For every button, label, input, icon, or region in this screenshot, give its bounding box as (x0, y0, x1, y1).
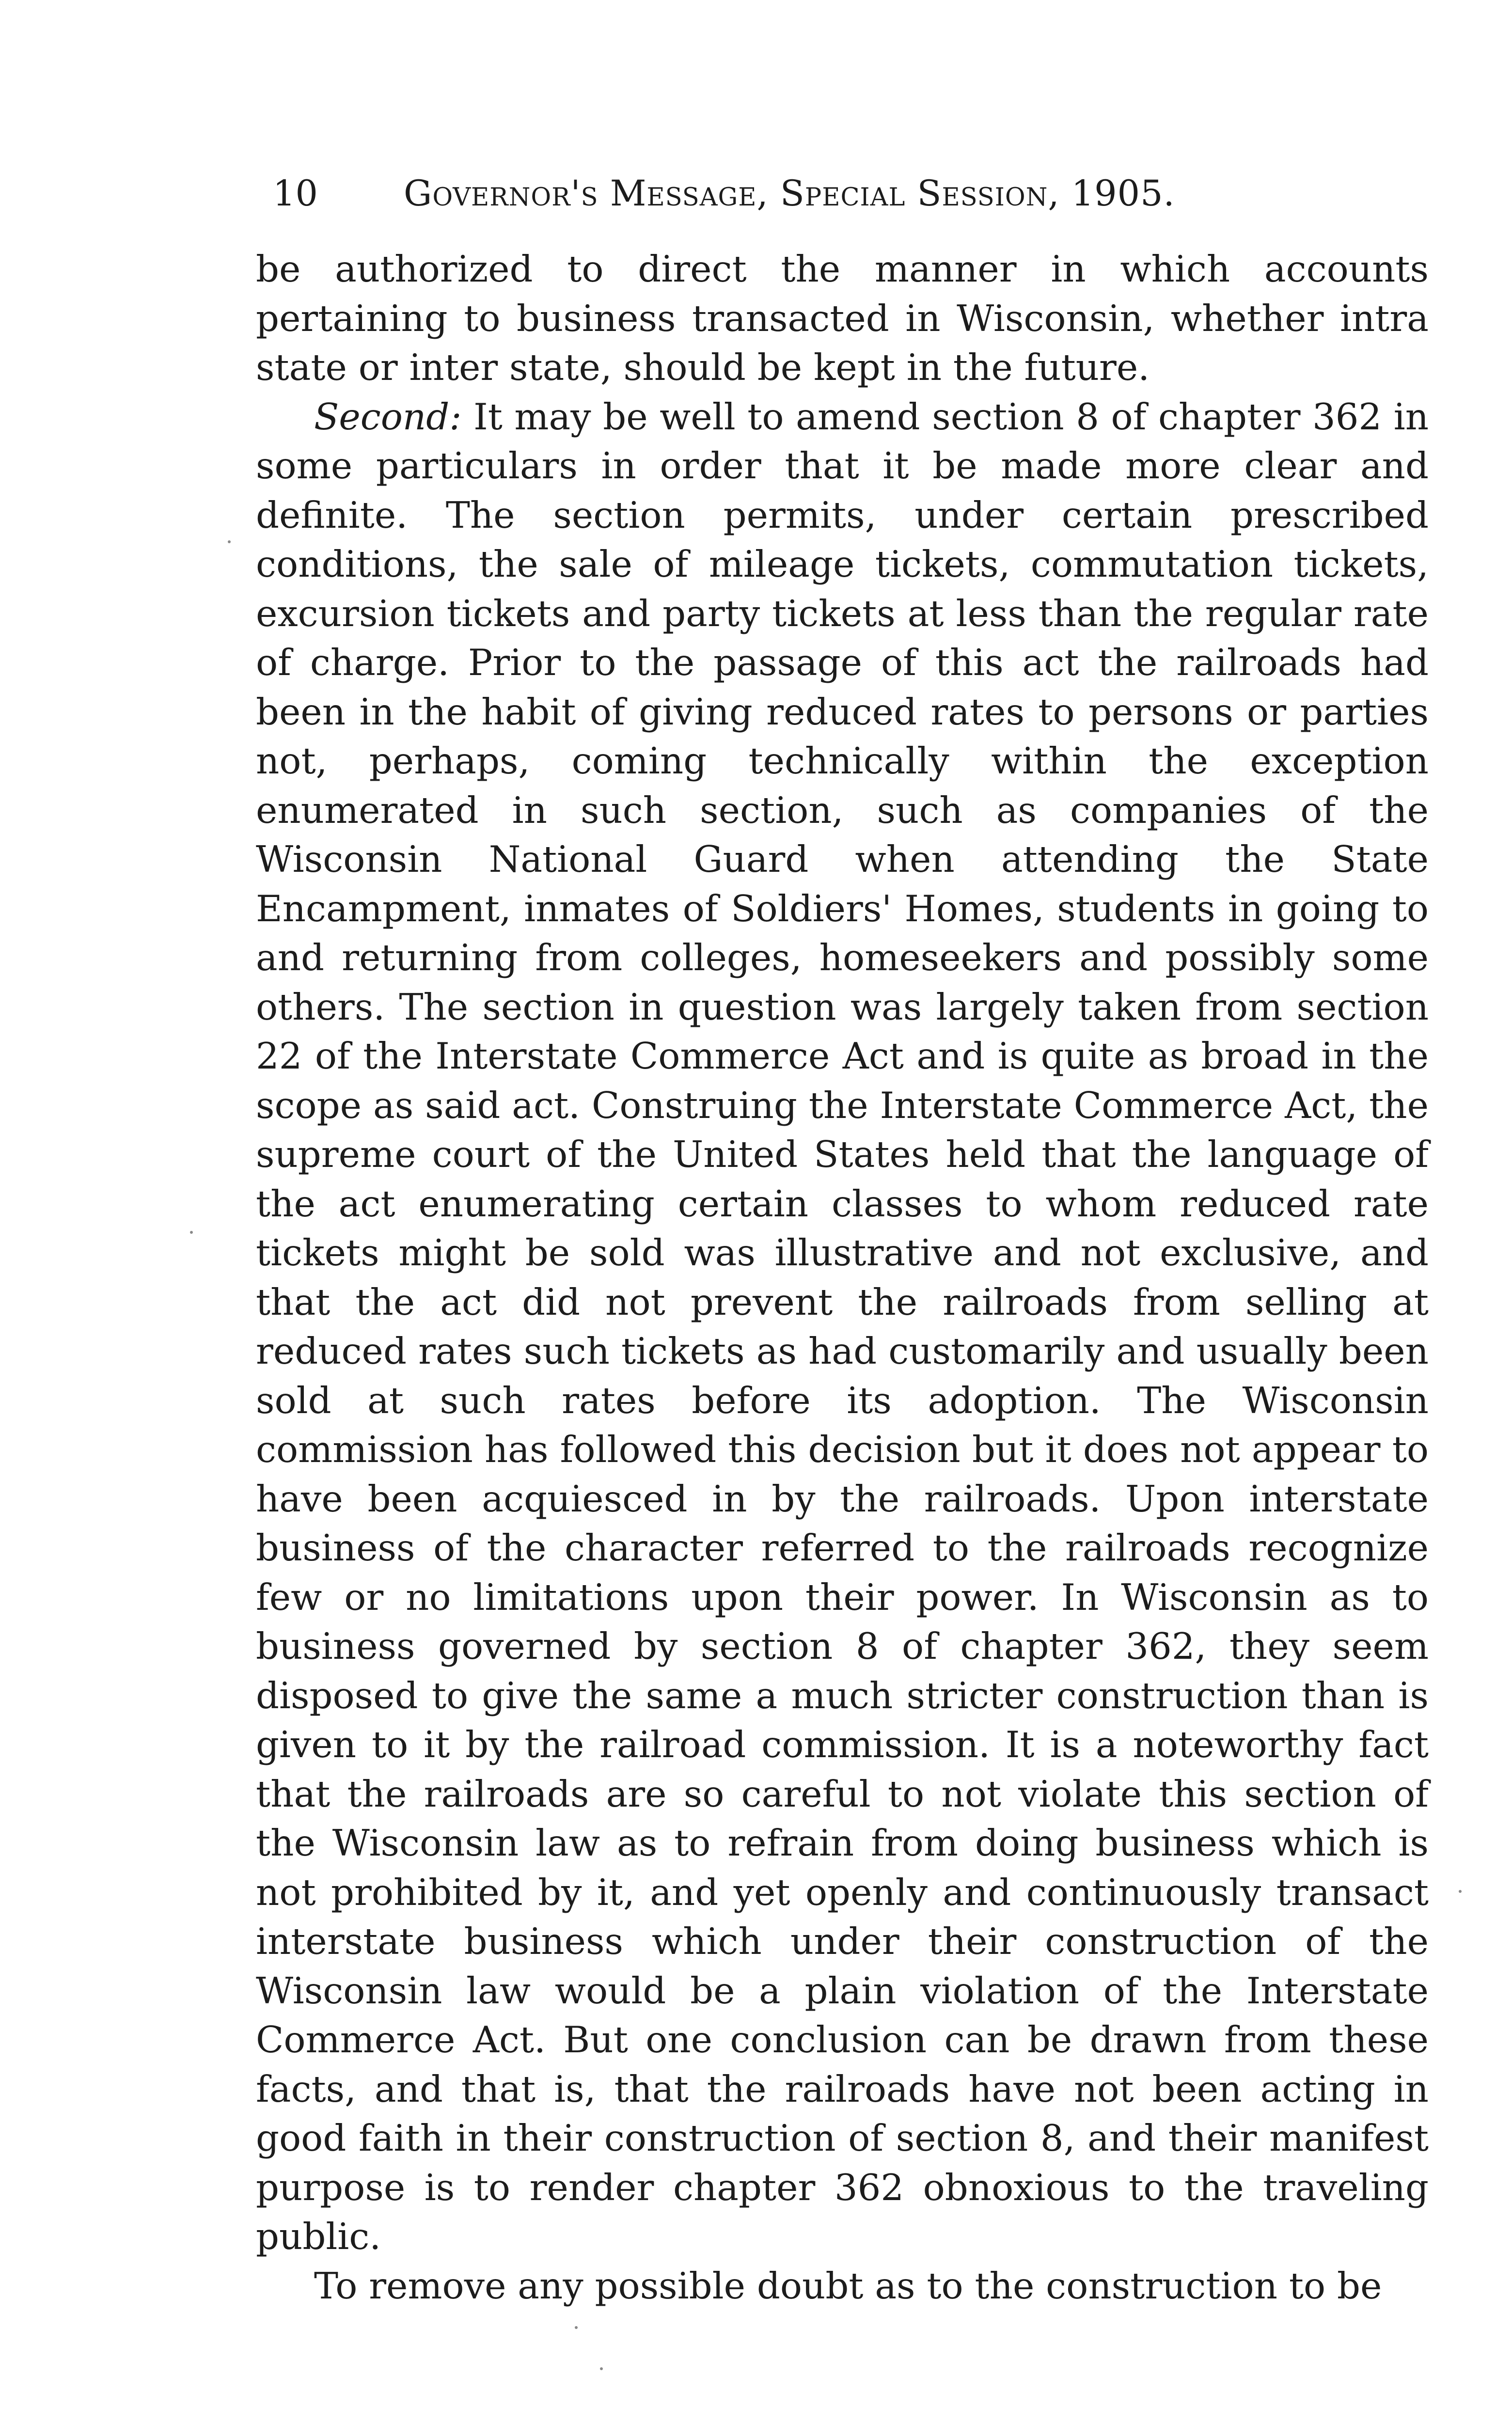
page-number: 10 (273, 173, 318, 214)
paper-speck (575, 2326, 578, 2329)
running-title: Governor's Message, Special Session, 1905. (404, 173, 1175, 214)
paper-speck (228, 540, 231, 543)
continuation-paragraph: be authorized to direct the manner in which accounts pertaining to business transacted in Wisconsin, whether intra state or inter state, should be kept in the future. (256, 248, 1429, 389)
second-lead: Second: (314, 395, 462, 438)
second-point-paragraph (256, 393, 1429, 2262)
paper-speck (600, 2367, 603, 2370)
running-header (273, 165, 1436, 223)
closing-paragraph: To remove any possible doubt as to the construction to be (314, 2264, 1382, 2307)
second-point-text: It may be well to amend section 8 of chapter 362 in some particulars in order that it be made more clear and definite. The section permits, under certain prescribed conditions, the sale of mileage tickets, commutation tickets, excursion tickets and party tickets at less than the regular rate of charge. Prior to the passage of this act the railroads had been in the habit of giving reduced rates to persons or parties not, perhaps, coming technically within the exception enumerated in such section, such as companies of the Wisconsin National Guard when attending the State Encampment, inmates of Soldiers' Homes, students in going to and returning from colleges, homeseekers and possibly some others. The section in question was largely taken from section 22 of the Interstate Commerce Act and is quite as broad in the scope as said act. Construing the Interstate Commerce Act, the supreme court of the United States held that the language of the act enumerating certain classes to whom reduced rate tickets might be sold was illustrative and not exclusive, and that the act did not prevent the railroads from selling at reduced rates such tickets as had customarily and usually been sold at such rates before its adoption. The Wisconsin commission has followed this decision but it does not appear to have been acquiesced in by the railroads. Upon interstate business of the character referred to the railroads recognize few or no limitations upon their power. In Wisconsin as to business governed by section 8 of chapter 362, they seem disposed to give the same a much stricter construction than is given to it by the railroad commission. It is a noteworthy fact that the railroads are so careful to not violate this section of the Wisconsin law as to refrain from doing business which is not prohibited by it, and yet openly and continuously transact interstate business which under their construction of the Wisconsin law would be a plain violation of the Interstate Commerce Act. But one conclusion can be drawn from these facts, and that is, that the railroads have not been acting in good faith in their construction of section 8, and their manifest purpose is to render chapter 362 obnoxious to the traveling public. (256, 395, 1429, 2258)
paper-speck (190, 1231, 193, 1234)
body-text (256, 245, 1429, 2311)
paper-speck (1459, 1890, 1462, 1893)
